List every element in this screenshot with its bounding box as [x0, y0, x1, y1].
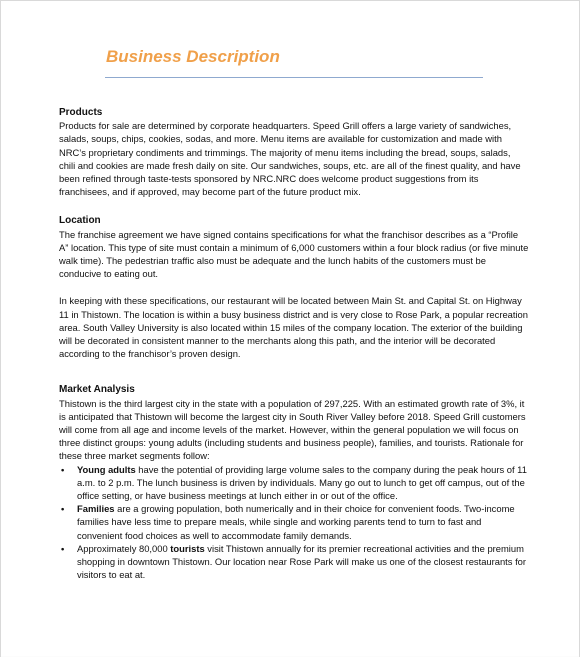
bottom-fade-overlay: [1, 601, 579, 658]
market-segments-list: [59, 463, 529, 582]
list-item: [59, 542, 529, 582]
market-analysis-heading: Market Analysis: [59, 384, 135, 396]
bullet-bold-term: Young adults: [77, 463, 136, 475]
list-item: [59, 463, 529, 503]
location-paragraph-2: In keeping with these specifications, our restaurant will be located between Main St. and Capital St. on Highway 11 in Thistown. The location is within a busy business district and is very close to Rose Park, a popular recreation area. South Valley University is also located within 15 miles of the company location. The exterior of the building will be decorated in consistent manner to the merchants along this path, and the interior will be decorated according to the franchisor’s proven design.: [59, 295, 528, 360]
products-section: [59, 106, 529, 198]
products-paragraph: Products for sale are determined by corporate headquarters. Speed Grill offers a large variety of sandwiches, salads, soups, chips, cookies, sodas, and more. Menu items are available for customization and made with NRC’s proprietary condiments and trimmings. The majority of menu items including the bread, soups, salads, chili and cookies are made fresh daily on site. Our sandwiches, soups, etc. are all of the finest quality, and have been refined through taste-tests sponsored by NRC.NRC does welcome product suggestions from its franchisees, and if approved, may become part of the future product mix.: [59, 120, 521, 198]
bullet-icon: •: [61, 542, 65, 554]
bullet-icon: •: [61, 463, 65, 475]
bullet-text: are a growing population, both numerically and in their choice for convenient foods. Two-income families have less time to prepare meals, while single and working parents tend to turn to fast and convenient food choices as well to accommodate family demands.: [77, 503, 515, 541]
bullet-lead: Approximately 80,000: [77, 542, 171, 554]
list-item: [59, 502, 529, 542]
location-paragraph-1: The franchise agreement we have signed contains specifications for what the franchisor describes as a “Profile A” location. This type of site must contain a minimum of 6,000 customers within a four block radius (or five minute walk time). The pedestrian traffic also must be adequate and the lunch habits of the customers must be conducive to eating out.: [59, 228, 529, 280]
bullet-text: have the potential of providing large volume sales to the company during the peak hours of 11 a.m. to 2 p.m. The lunch business is driven by individuals. Many go out to lunch to get off campus, out of the office setting, or have business meetings at lunch either in or out of the office.: [77, 463, 527, 502]
market-analysis-intro: Thistown is the third largest city in the state with a population of 297,225. With an estimated growth rate of 3%, it is anticipated that Thistown will become the largest city in South River Valley before 2018. Speed Grill customers will come from all age and income levels of the market. However, within the general population we will focus on three distinct groups: young adults (including students and business people), families, and tourists. Rationale for these three market segments follow:: [59, 397, 526, 462]
location-heading: Location: [59, 215, 101, 227]
bullet-bold-term: Families: [77, 503, 115, 515]
bullet-icon: •: [61, 503, 65, 515]
location-section: [59, 214, 529, 360]
bullet-bold-term: tourists: [170, 542, 205, 554]
document-title: Business Description: [106, 47, 280, 66]
title-underline: [105, 77, 483, 78]
bullet-text: visit Thistown annually for its premier recreational activities and the premium shopping in downtown Thistown. Our location near Rose Park will make us one of the closest restaurants for visitors to eat at.: [77, 542, 527, 581]
document-body: [59, 106, 529, 582]
market-analysis-section: [59, 383, 529, 581]
products-heading: Products: [59, 107, 103, 118]
